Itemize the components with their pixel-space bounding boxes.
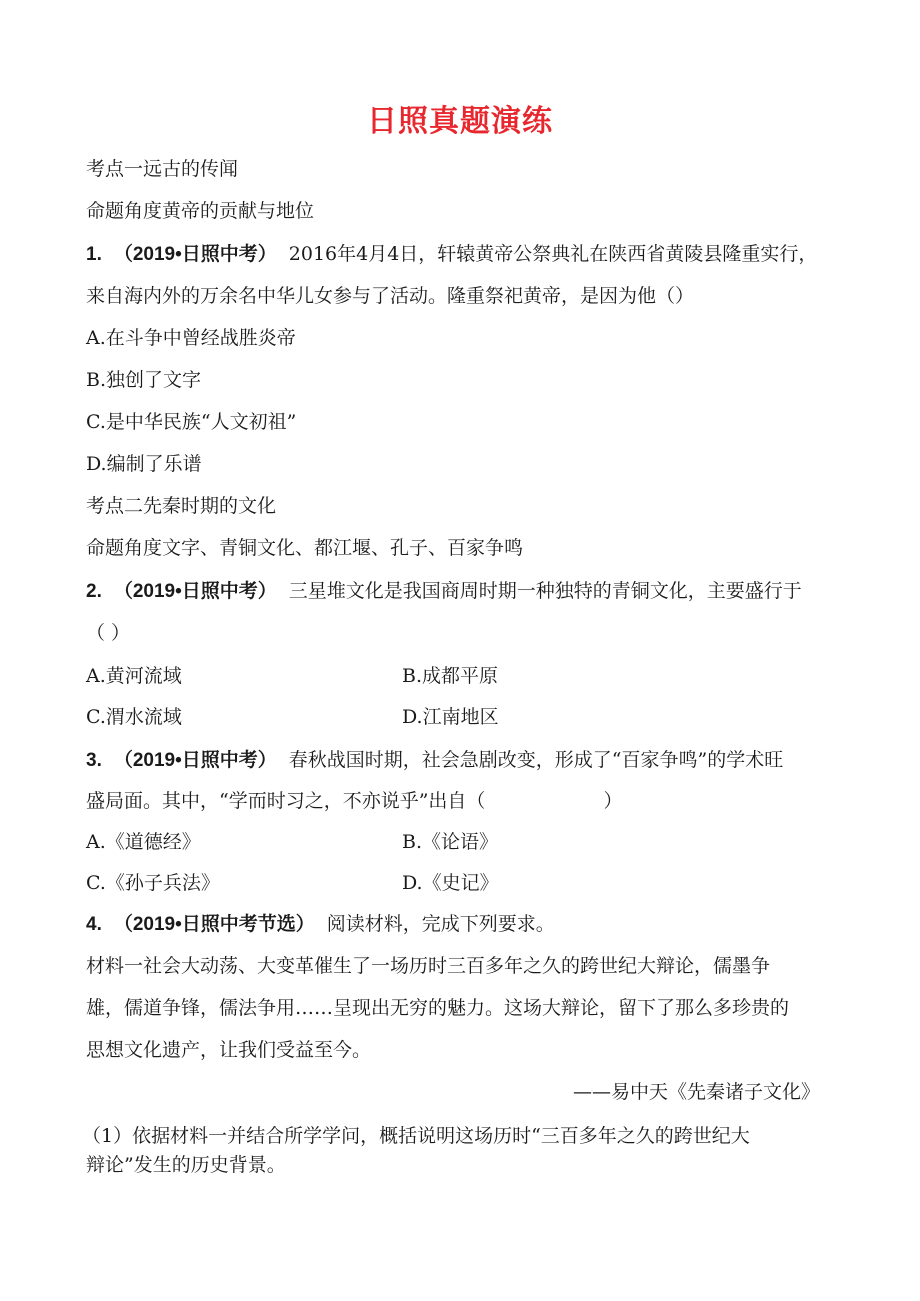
question-4 <box>86 910 555 939</box>
option-b: B.成都平原 <box>402 665 499 687</box>
option-a: A.在斗争中曾经战胜炎帝 <box>86 327 296 349</box>
question-number: 4. <box>86 914 102 935</box>
options-row-2 <box>86 869 826 897</box>
material-line-1: 材料一社会大动荡、大变革催生了一场历时三百多年之久的跨世纪大辩论，儒墨争 <box>86 955 771 977</box>
section-heading-1: 考点一远古的传闻 <box>86 158 239 180</box>
question-number: 2. <box>86 581 102 602</box>
question-source: （2019•日照中考节选） <box>113 914 315 935</box>
question-3-line-2: 盛局面。其中，“学而时习之，不亦说乎”出自（ ） <box>86 790 623 812</box>
question-3 <box>86 746 783 775</box>
question-text: 阅读材料，完成下列要求。 <box>326 913 555 935</box>
question-1 <box>86 240 817 269</box>
option-a: A.《道德经》 <box>86 831 201 853</box>
option-b: B.《论语》 <box>402 831 499 853</box>
citation: ——易中天《先秦诸子文化》 <box>572 1081 820 1103</box>
material-line-2: 雄，儒道争锋，儒法争用……呈现出无穷的魅力。这场大辩论，留下了那么多珍贵的 <box>86 997 790 1019</box>
sub-question-1-line-2: 辩论”发生的历史背景。 <box>86 1154 286 1176</box>
material-line-3: 思想文化遗产，让我们受益至今。 <box>86 1039 372 1061</box>
question-text: 2016年4月4日，轩辕黄帝公祭典礼在陕西省黄陵县隆重实行， <box>288 243 818 265</box>
question-2 <box>86 577 802 606</box>
section-heading-2: 考点二先秦时期的文化 <box>86 495 277 517</box>
question-number: 1. <box>86 244 102 265</box>
option-c: C.是中华民族“人文初祖” <box>86 411 297 433</box>
question-source: （2019•日照中考） <box>113 244 277 265</box>
option-d: D.江南地区 <box>402 706 499 728</box>
question-1-line-2: 来自海内外的万余名中华儿女参与了活动。隆重祭祀黄帝，是因为他（） <box>86 285 695 307</box>
question-text: 三星堆文化是我国商周时期一种独特的青铜文化，主要盛行于 <box>288 580 802 602</box>
section-angle-1: 命题角度黄帝的贡献与地位 <box>86 200 315 222</box>
section-angle-2: 命题角度文字、青铜文化、都江堰、孔子、百家争鸣 <box>86 537 524 559</box>
option-c: C.渭水流域 <box>86 706 182 728</box>
sub-question-1-line-1: （1）依据材料一并结合所学学问，概括说明这场历时“三百多年之久的跨世纪大 <box>82 1125 750 1147</box>
option-d: D.编制了乐谱 <box>86 453 202 475</box>
question-source: （2019•日照中考） <box>113 750 277 771</box>
option-d: D.《史记》 <box>402 872 499 894</box>
option-c: C.《孙子兵法》 <box>86 872 220 894</box>
question-source: （2019•日照中考） <box>113 581 277 602</box>
option-b: B.独创了文字 <box>86 369 202 391</box>
option-a: A.黄河流域 <box>86 665 182 687</box>
options-row-2 <box>86 703 826 731</box>
question-text: 春秋战国时期，社会急剧改变，形成了“百家争鸣”的学术旺 <box>288 749 784 771</box>
options-row-1 <box>86 662 826 690</box>
question-2-line-2: （ ） <box>86 622 131 644</box>
page-title: 日照真题演练 <box>367 104 553 139</box>
question-number: 3. <box>86 750 102 771</box>
options-row-1 <box>86 828 826 856</box>
